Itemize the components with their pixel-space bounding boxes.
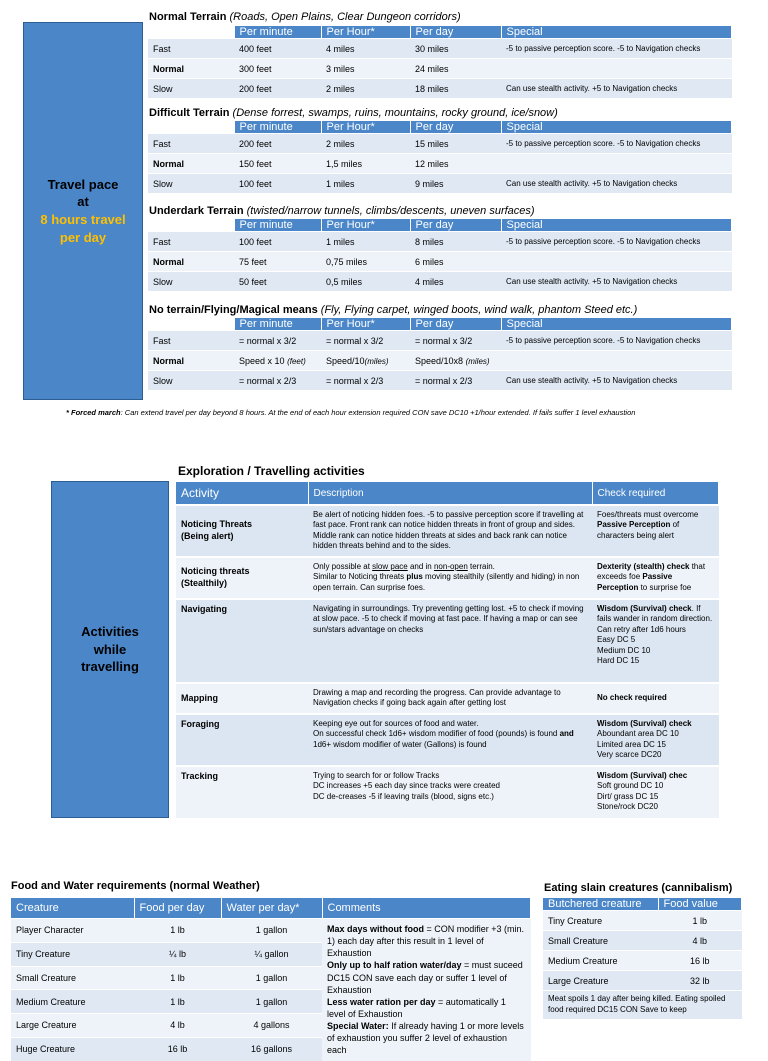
table-row: Normal 75 feet 0,75 miles 6 miles bbox=[148, 252, 732, 272]
eating-table: Butchered creature Food value Tiny Creature 1 lb Small Creature 4 lb Medium Creature 16 lb Large Creature 32 lb Meat spoils 1 day after being killed. Eating spoiled food required DC15 CON Save to keep bbox=[543, 898, 742, 1019]
table-row: Noticing Threats (Being alert) Be alert of noticing hidden foes. -5 to passive perception score if travelling at fast pace. Front rank can notice hidden threats in front of group and sides. Middle rank can notice hidden threats at sides and back rank can notice hidden threats behind and to the sides. Foes/threats must overcome Passive Perception of characters being alert bbox=[176, 505, 719, 557]
activities-title: Exploration / Travelling activities bbox=[178, 464, 365, 478]
table-row: Tiny Creature 1 lb bbox=[543, 911, 742, 931]
table-row: Fast 200 feet 2 miles 15 miles -5 to passive perception score. -5 to Navigation checks bbox=[148, 134, 732, 154]
activities-side-line3: travelling bbox=[81, 659, 139, 675]
underdark-terrain-title: Underdark Terrain (twisted/narrow tunnels, climbs/descents, uneven surfaces) bbox=[149, 205, 535, 217]
table-row: Fast 100 feet 1 miles 8 miles -5 to passive perception score. -5 to Navigation checks bbox=[148, 232, 732, 252]
travel-pace-label-box bbox=[23, 22, 143, 400]
difficult-terrain-table: Per minute Per Hour* Per day Special Fast 200 feet 2 miles 15 miles -5 to passive perception score. -5 to Navigation checks Normal 150 feet 1,5 miles 12 miles Slow 100 feet 1 miles 9 miles Can use stealth activity. +5 to Navigation checks bbox=[148, 121, 732, 193]
travel-side-line1: Travel pace bbox=[47, 176, 119, 192]
normal-terrain-table: Per minute Per Hour* Per day Special Fast 400 feet 4 miles 30 miles -5 to passive perception score. -5 to Navigation checks Normal 300 feet 3 miles 24 miles Slow 200 feet 2 miles 18 miles Can use stealth activity. +5 to Navigation checks bbox=[148, 26, 732, 98]
table-row: Meat spoils 1 day after being killed. Eating spoiled food required DC15 CON Save to keep bbox=[543, 991, 742, 1019]
table-row: Large Creature 4 lb 4 gallons bbox=[11, 1014, 531, 1038]
table-row: Player Character 1 lb 1 gallon Max days without food = CON modifier +3 (min. 1) each day after this result in 1 level of Exhaustion Only up to half ration water/day = must suceed DC15 CON save each day or suffer 1 level of Exhaustion Less water ration per day = automatically 1 level of Exhaustion Special Water: If already having 1 or more levels of exhaustion you suffer 2 level of exhaustion each bbox=[11, 919, 531, 943]
forced-march-footnote: * Forced march: Can extend travel per day beyond 8 hours. At the end of each hour extension required CON save DC10 +1/hour extended. If fails suffer 1 level exhaustion bbox=[66, 408, 636, 417]
table-row: Slow = normal x 2/3 = normal x 2/3 = normal x 2/3 Can use stealth activity. +5 to Navigation checks bbox=[148, 371, 732, 391]
table-row: Fast = normal x 3/2 = normal x 3/2 = normal x 3/2 -5 to passive perception score. -5 to Navigation checks bbox=[148, 331, 732, 351]
food-water-table: Creature Food per day Water per day* Comments Player Character 1 lb 1 gallon Max days without food = CON modifier +3 (min. 1) each day after this result in 1 level of Exhaustion Only up to half ration water/day = must suceed DC15 CON save each day or suffer 1 level of Exhaustion Less water ration per day = automatically 1 level of Exhaustion Special Water: If already having 1 or more levels of exhaustion you suffer 2 level of exhaustion each Tiny Creature ¼ lb ¼ gallon Small Creature 1 lb 1 gallon Medium Creature 1 lb 1 gallon Large Creature 4 lb 4 gallons Huge Creature 16 lb 16 gallons bbox=[11, 898, 531, 1061]
table-row: Medium Creature 1 lb 1 gallon bbox=[11, 990, 531, 1014]
no-terrain-table: Per minute Per Hour* Per day Special Fast = normal x 3/2 = normal x 3/2 = normal x 3/2 -5 to passive perception score. -5 to Navigation checks Normal Speed x 10 (feet) Speed/10(miles) Speed/10x8 (miles) Slow = normal x 2/3 = normal x 2/3 = normal x 2/3 Can use stealth activity. +5 to Navigation checks bbox=[148, 318, 732, 390]
table-row: Medium Creature 16 lb bbox=[543, 951, 742, 971]
table-row: Small Creature 1 lb 1 gallon bbox=[11, 966, 531, 990]
activities-label-box bbox=[51, 481, 169, 818]
table-row: Normal 150 feet 1,5 miles 12 miles bbox=[148, 154, 732, 174]
difficult-terrain-title: Difficult Terrain (Dense forrest, swamps, ruins, mountains, rocky ground, ice/snow) bbox=[149, 107, 558, 119]
table-row: Foraging Keeping eye out for sources of food and water. On successful check 1d6+ wisdom modifier of food (pounds) is found and 1d6+ wisdom modifier of water (Gallons) is found Wisdom (Survival) check Aboundant area DC 10 Limited area DC 15 Very scarce DC20 bbox=[176, 714, 719, 766]
table-row: Mapping Drawing a map and recording the progress. Can provide advantage to Navigation checks if going back again after getting lost No check required bbox=[176, 683, 719, 714]
food-comments: Max days without food = CON modifier +3 (min. 1) each day after this result in 1 level of Exhaustion Only up to half ration water/day = must suceed DC15 CON save each day or suffer 1 level of Exhaustion Less water ration per day = automatically 1 level of Exhaustion Special Water: If already having 1 or more levels of exhaustion you suffer 2 level of exhaustion each bbox=[322, 919, 531, 1061]
table-row: Normal 300 feet 3 miles 24 miles bbox=[148, 59, 732, 79]
table-row: Large Creature 32 lb bbox=[543, 971, 742, 991]
travel-side-line3: 8 hours travel bbox=[40, 212, 126, 227]
table-row: Noticing threats (Stealthily) Only possible at slow pace and in non-open terrain. Similar to Noticing threats plus moving stealthily (silently and hiding) in non open terrain. Can surprise foes. Dexterity (stealth) check that exceeds foe Passive Perception to surprise foe bbox=[176, 557, 719, 599]
travel-side-line4: per day bbox=[59, 229, 107, 245]
table-row: Tracking Trying to search for or follow Tracks DC increases +5 each day since tracks were created DC de-creases -5 if leaving trails (blood, signs etc.) Wisdom (Survival) chec Soft ground DC 10 Dirt/ grass DC 15 Stone/rock DC20 bbox=[176, 766, 719, 818]
table-row: Small Creature 4 lb bbox=[543, 931, 742, 951]
table-row: Huge Creature 16 lb 16 gallons bbox=[11, 1037, 531, 1060]
food-water-title: Food and Water requirements (normal Weather) bbox=[11, 880, 260, 892]
activities-table: Activity Description Check required Noticing Threats (Being alert) Be alert of noticing hidden foes. -5 to passive perception score if travelling at fast pace. Front rank can notice hidden threats in front of group and sides. Middle rank can notice hidden threats at sides and back rank can notice hidden threats behind and to the sides. Foes/threats must overcome Passive Perception of characters being alert Noticing threats (Stealthily) Only possible at slow pace and in non-open terrain. Similar to Noticing threats plus moving stealthily (silently and hiding) in non open terrain. Can surprise foes. Dexterity (stealth) check that exceeds foe Passive Perception to surprise foe Navigating Navigating in surroundings. Try preventing getting lost. +5 to check if moving at slow pace. -5 to check if moving at fast pace. If having a map or can see sun/stars advantage on checks Wisdom (Survival) check. If fails wander in random direction. Can retry after 1d6 hours Easy DC 5 Medium DC 10 Hard DC 15 Mapping Drawing a map and recording the progress. Can provide advantage to Navigation checks if going back again after getting lost No check required Foraging Keeping eye out for sources of food and water. On successful check 1d6+ wisdom modifier of food (pounds) is found and 1d6+ wisdom modifier of water (Gallons) is found Wisdom (Survival) check Aboundant area DC 10 Limited area DC 15 Very scarce DC20 Tracking Trying to search for or follow Tracks DC increases +5 each day since tracks were created DC de-creases -5 if leaving trails (blood, signs etc.) Wisdom (Survival) chec Soft ground DC 10 Dirt/ grass DC 15 Stone/rock DC20 bbox=[176, 482, 719, 818]
table-row: Navigating Navigating in surroundings. Try preventing getting lost. +5 to check if moving at slow pace. -5 to check if moving at fast pace. If having a map or can see sun/stars advantage on checks Wisdom (Survival) check. If fails wander in random direction. Can retry after 1d6 hours Easy DC 5 Medium DC 10 Hard DC 15 bbox=[176, 599, 719, 683]
activities-side-line2: while bbox=[93, 641, 127, 657]
table-row: Fast 400 feet 4 miles 30 miles -5 to passive perception score. -5 to Navigation checks bbox=[148, 39, 732, 59]
activities-side-line1: Activities bbox=[81, 624, 139, 640]
eating-title: Eating slain creatures (cannibalism) bbox=[544, 882, 733, 894]
table-row: Tiny Creature ¼ lb ¼ gallon bbox=[11, 942, 531, 966]
normal-terrain-title: Normal Terrain (Roads, Open Plains, Clear Dungeon corridors) bbox=[149, 11, 461, 23]
table-row: Slow 200 feet 2 miles 18 miles Can use stealth activity. +5 to Navigation checks bbox=[148, 79, 732, 99]
table-row: Normal Speed x 10 (feet) Speed/10(miles) Speed/10x8 (miles) bbox=[148, 351, 732, 371]
underdark-terrain-table: Per minute Per Hour* Per day Special Fast 100 feet 1 miles 8 miles -5 to passive perception score. -5 to Navigation checks Normal 75 feet 0,75 miles 6 miles Slow 50 feet 0,5 miles 4 miles Can use stealth activity. +5 to Navigation checks bbox=[148, 219, 732, 291]
table-row: Slow 50 feet 0,5 miles 4 miles Can use stealth activity. +5 to Navigation checks bbox=[148, 272, 732, 292]
table-row: Slow 100 feet 1 miles 9 miles Can use stealth activity. +5 to Navigation checks bbox=[148, 174, 732, 194]
no-terrain-title: No terrain/Flying/Magical means (Fly, Flying carpet, winged boots, wind walk, phantom Steed etc.) bbox=[149, 304, 638, 316]
travel-side-line2: at bbox=[77, 194, 89, 210]
